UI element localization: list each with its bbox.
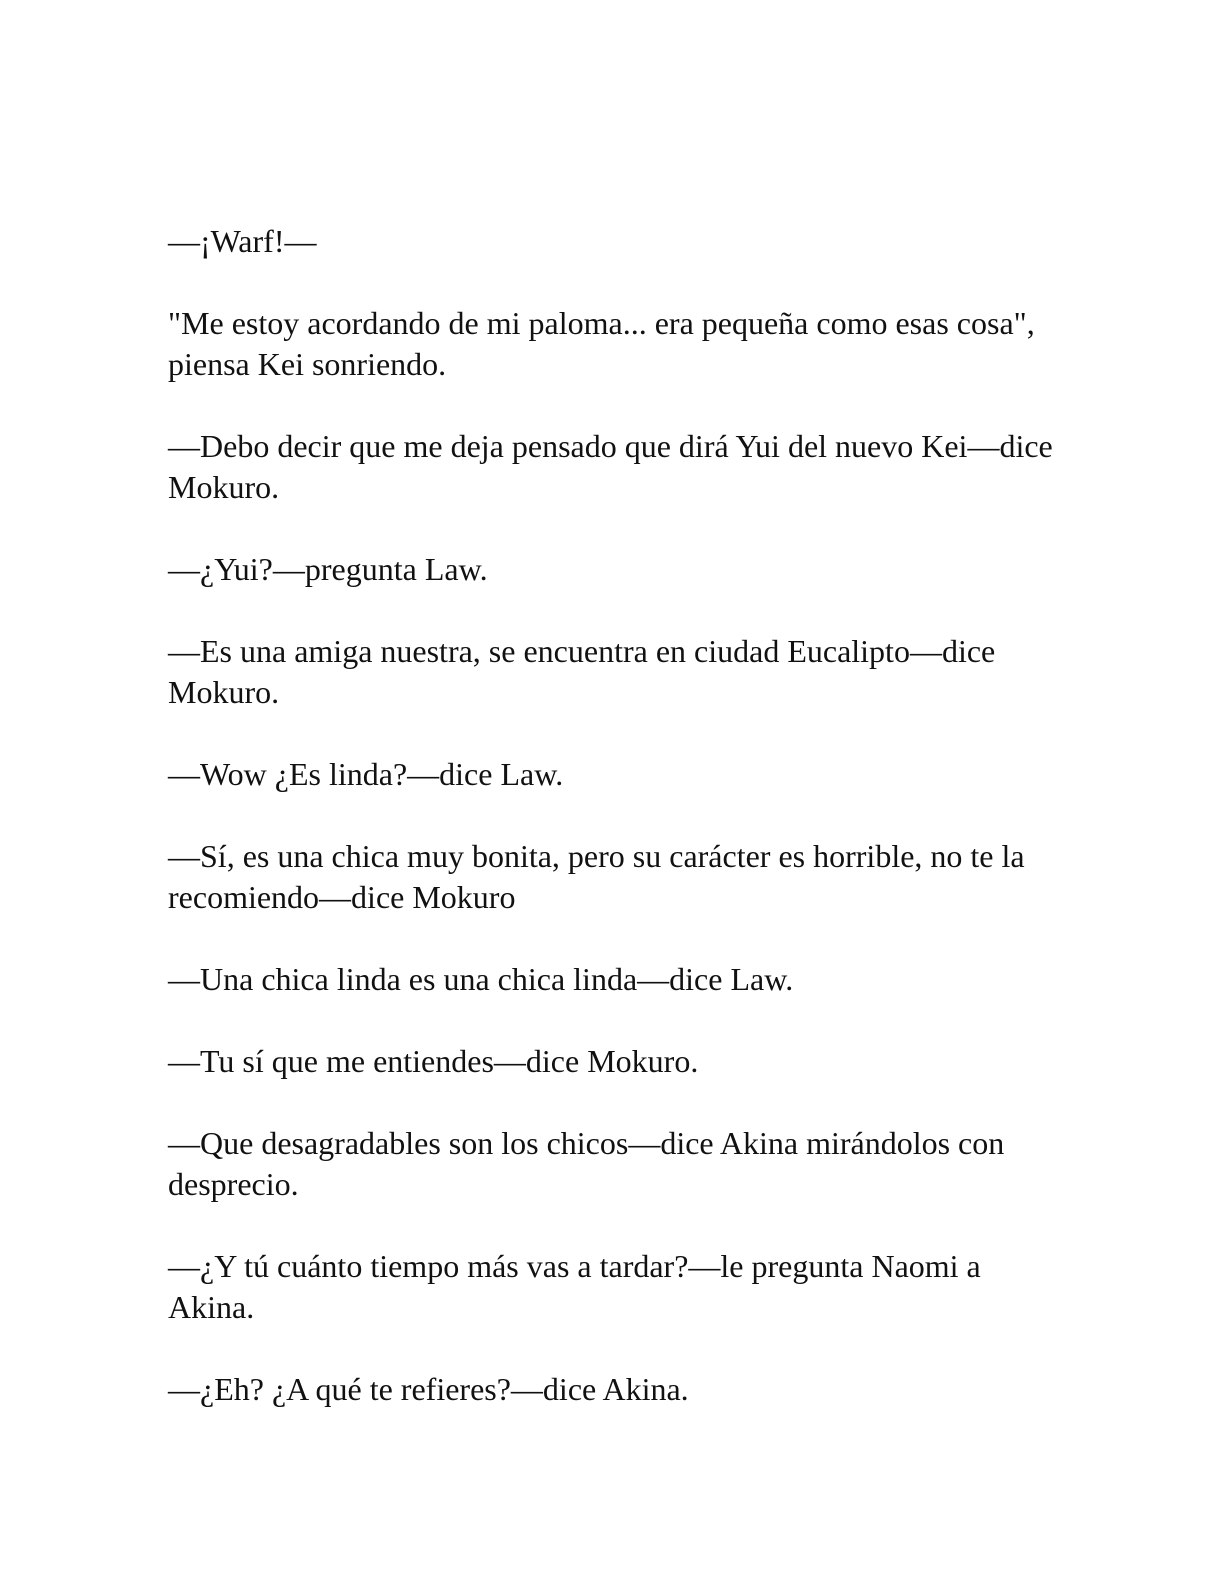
paragraph-11: —¿Y tú cuánto tiempo más vas a tardar?—le pregunta Naomi a Akina.: [168, 1248, 981, 1325]
paragraph-4: —¿Yui?—pregunta Law.: [168, 551, 488, 587]
paragraph-5: —Es una amiga nuestra, se encuentra en ciudad Eucalipto—dice Mokuro.: [168, 633, 996, 710]
paragraph-7: —Sí, es una chica muy bonita, pero su carácter es horrible, no te la recomiendo—dice Mokuro: [168, 838, 1025, 915]
paragraph-9: —Tu sí que me entiendes—dice Mokuro.: [168, 1043, 699, 1079]
paragraph-12: —¿Eh? ¿A qué te refieres?—dice Akina.: [168, 1371, 689, 1407]
document-page: [168, 221, 1058, 1410]
paragraph-1: —¡Warf!—: [168, 223, 317, 259]
paragraph-2: "Me estoy acordando de mi paloma... era pequeña como esas cosa", piensa Kei sonriendo.: [168, 305, 1035, 382]
paragraph-10: —Que desagradables son los chicos—dice Akina mirándolos con desprecio.: [168, 1125, 1005, 1202]
paragraph-6: —Wow ¿Es linda?—dice Law.: [168, 756, 564, 792]
paragraph-3: —Debo decir que me deja pensado que dirá Yui del nuevo Kei—dice Mokuro.: [168, 428, 1053, 505]
paragraph-8: —Una chica linda es una chica linda—dice Law.: [168, 961, 794, 997]
